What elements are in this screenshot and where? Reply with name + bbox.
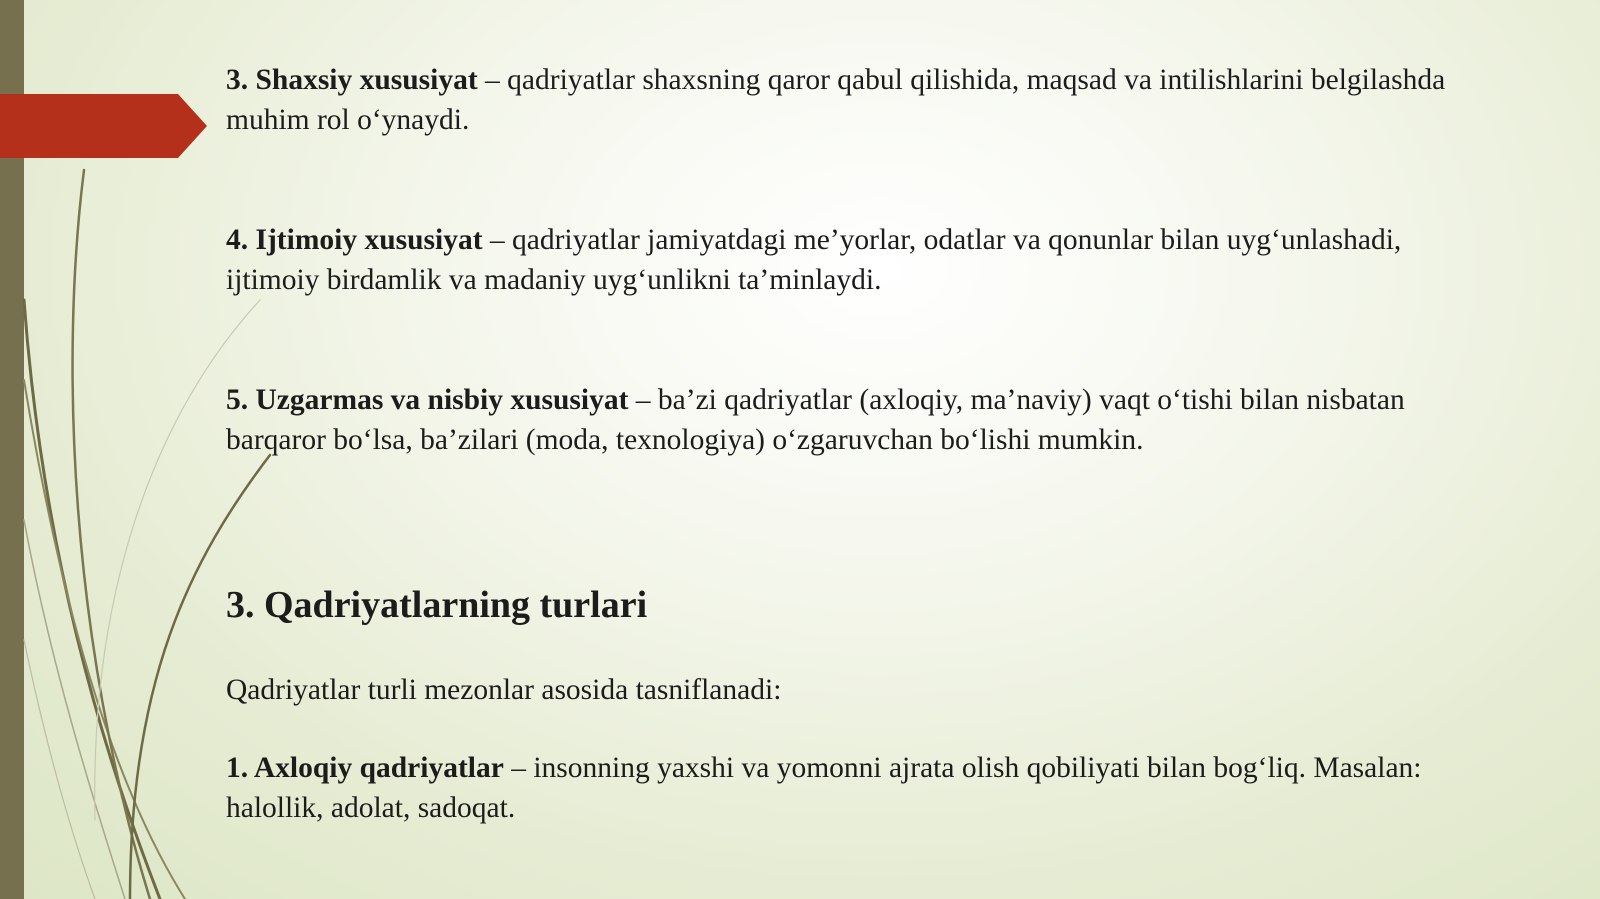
grass-line <box>24 640 95 899</box>
grass-line <box>24 380 185 899</box>
grass-line <box>95 300 260 820</box>
item-text: – qadriyatlar shaxsning qaror qabul qilishida, maqsad va intilishlarini belgilashda muhim rol o‘ynaydi. <box>226 64 1446 136</box>
section-heading: 3. Qadriyatlarning turlari <box>226 584 648 626</box>
item-text: – ba’zi qadriyatlar (axloqiy, ma’naviy) vaqt o‘tishi bilan nisbatan barqaror bo‘lsa, ba’zilari (moda, texnologiya) o‘zgaruvchan bo‘lishi mumkin. <box>226 384 1405 456</box>
left-accent-bar <box>0 0 24 899</box>
grass-line <box>73 170 150 899</box>
property-item-social <box>226 220 1476 300</box>
type-item-moral <box>226 748 1476 828</box>
red-arrow-marker <box>0 94 207 158</box>
item-title: 5. Uzgarmas va nisbiy xususiyat <box>226 384 629 416</box>
item-text: – qadriyatlar jamiyatdagi me’yorlar, odatlar va qonunlar bilan uyg‘unlashadi, ijtimoiy birdamlik va madaniy uyg‘unlikni ta’minlaydi. <box>226 224 1402 296</box>
intro-text: Qadriyatlar turli mezonlar asosida tasniflanadi: <box>226 674 782 706</box>
grass-line <box>24 300 160 899</box>
item-title: 3. Shaxsiy xususiyat <box>226 64 478 96</box>
grass-line <box>24 520 125 899</box>
item-title: 4. Ijtimoiy xususiyat <box>226 224 483 256</box>
property-item-stable-relative <box>226 380 1476 460</box>
item-title: 1. Axloqiy qadriyatlar <box>226 752 504 784</box>
property-item-personal <box>226 60 1476 140</box>
item-text: – insonning yaxshi va yomonni ajrata olish qobiliyati bilan bog‘liq. Masalan: halollik, adolat, sadoqat. <box>226 752 1422 824</box>
